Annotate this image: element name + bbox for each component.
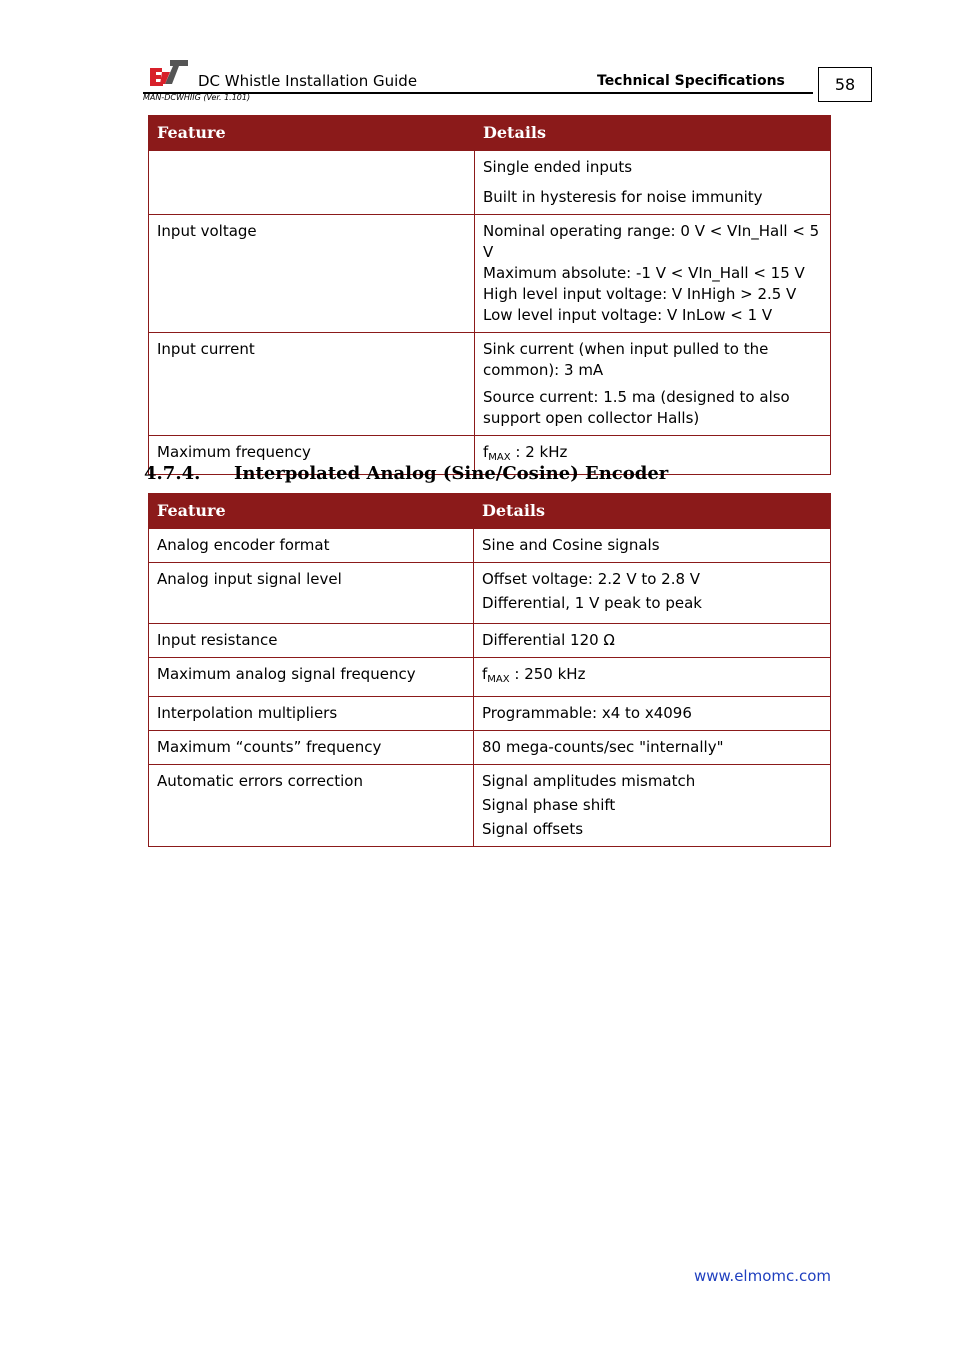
frequency-value: : 250 kHz — [509, 665, 586, 683]
column-header-feature: Feature — [149, 116, 475, 151]
section-header-title: Technical Specifications — [597, 73, 785, 89]
column-header-details: Details — [474, 494, 831, 529]
details-line: Sink current (when input pulled to the common): 3 mA — [483, 340, 769, 379]
frequency-symbol: f — [482, 665, 488, 683]
details-line: Signal offsets — [482, 820, 584, 838]
section-number: 4.7.4. — [144, 463, 201, 484]
table-header-row — [149, 494, 831, 529]
frequency-symbol: f — [483, 443, 489, 461]
details-cell: 80 mega-counts/sec "internally" — [474, 731, 831, 765]
details-cell — [475, 333, 831, 436]
feature-cell: Analog input signal level — [149, 563, 474, 624]
analog-encoder-spec-table — [148, 493, 831, 847]
table-row — [149, 624, 831, 658]
hall-inputs-spec-table — [148, 115, 831, 475]
details-line: Single ended inputs — [483, 158, 633, 176]
details-cell: Programmable: x4 to x4096 — [474, 697, 831, 731]
table-row — [149, 529, 831, 563]
frequency-value: : 2 kHz — [510, 443, 568, 461]
details-cell — [475, 151, 831, 215]
frequency-subscript: MAX — [487, 674, 510, 685]
frequency-subscript: MAX — [488, 452, 511, 463]
document-code: MAN-DCWHIIG (Ver. 1.101) — [143, 93, 251, 102]
feature-cell: Input voltage — [149, 215, 475, 333]
document-title: DC Whistle Installation Guide — [198, 72, 418, 90]
details-line: Low level input voltage: V InLow < 1 V — [483, 306, 773, 324]
details-line: Source current: 1.5 ma (designed to also support open collector Halls) — [483, 388, 790, 427]
feature-cell: Maximum “counts” frequency — [149, 731, 474, 765]
table-row — [149, 658, 831, 697]
table-row — [149, 333, 831, 436]
table-row — [149, 151, 831, 215]
feature-cell: Interpolation multipliers — [149, 697, 474, 731]
table-header-row — [149, 116, 831, 151]
details-line: Differential, 1 V peak to peak — [482, 594, 702, 612]
details-line: Built in hysteresis for noise immunity — [483, 188, 763, 206]
section-heading — [144, 463, 668, 484]
details-line: Signal phase shift — [482, 796, 616, 814]
details-cell — [474, 658, 831, 697]
column-header-details: Details — [475, 116, 831, 151]
feature-cell — [149, 151, 475, 215]
details-cell: Sine and Cosine signals — [474, 529, 831, 563]
details-cell — [475, 215, 831, 333]
table-row — [149, 697, 831, 731]
details-line: Nominal operating range: 0 V < VIn_Hall < 5 V — [483, 222, 820, 261]
table-row — [149, 563, 831, 624]
details-line: Maximum absolute: -1 V < VIn_Hall < 15 V — [483, 264, 805, 282]
page-number: 58 — [818, 67, 872, 102]
table-row — [149, 765, 831, 847]
details-line: High level input voltage: V InHigh > 2.5 V — [483, 285, 797, 303]
details-cell — [474, 765, 831, 847]
details-cell — [474, 563, 831, 624]
feature-cell: Analog encoder format — [149, 529, 474, 563]
feature-cell: Input resistance — [149, 624, 474, 658]
elmo-logo-icon — [148, 58, 190, 86]
table-row — [149, 731, 831, 765]
section-heading-title: Interpolated Analog (Sine/Cosine) Encoder — [234, 463, 669, 484]
feature-cell: Automatic errors correction — [149, 765, 474, 847]
table-row — [149, 215, 831, 333]
feature-cell: Maximum analog signal frequency — [149, 658, 474, 697]
feature-cell: Input current — [149, 333, 475, 436]
feature-cell: Maximum frequency — [149, 436, 475, 475]
website-link[interactable]: www.elmomc.com — [694, 1267, 832, 1285]
details-line: Signal amplitudes mismatch — [482, 772, 696, 790]
column-header-feature: Feature — [149, 494, 474, 529]
details-cell: Differential 120 Ω — [474, 624, 831, 658]
details-line: Offset voltage: 2.2 V to 2.8 V — [482, 570, 701, 588]
